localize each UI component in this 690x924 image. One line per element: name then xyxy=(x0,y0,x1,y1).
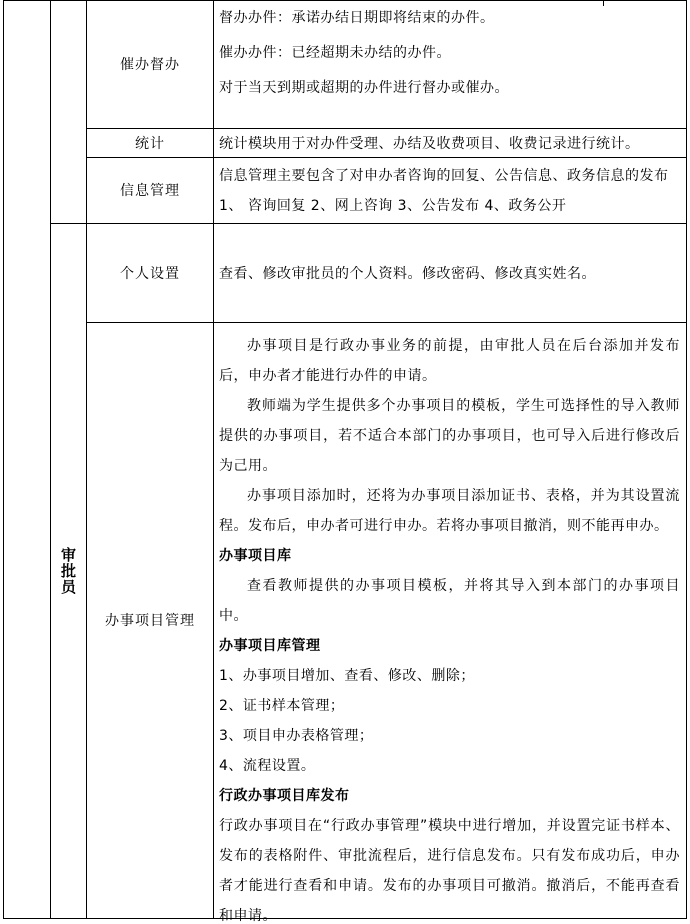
content-cell-urge-supervise xyxy=(214,1,686,127)
section-heading: 行政办事项目库发布 xyxy=(219,788,350,804)
paragraph: 教师端为学生提供多个办事项目的模板，学生可选择性的导入教师提供的办事项目，若不适合本部门的办事项目，也可导入后进行修改后为己用。 xyxy=(219,398,680,474)
label-cell-statistics xyxy=(87,129,213,156)
module-label: 信息管理 xyxy=(120,183,180,199)
list-item: 3、项目申办表格管理； xyxy=(219,728,374,744)
role-cell-approver xyxy=(51,224,86,918)
label-cell-personal-settings xyxy=(87,224,213,321)
table-border-left xyxy=(3,0,4,919)
table-border-right xyxy=(686,0,687,919)
section-heading: 办事项目库管理 xyxy=(219,638,321,654)
module-label: 催办督办 xyxy=(120,57,180,73)
content-cell-personal-settings xyxy=(214,224,686,321)
content-cell-info-management xyxy=(214,158,686,222)
label-cell-urge-supervise xyxy=(87,1,213,127)
paragraph: 对于当天到期或超期的办件进行督办或催办。 xyxy=(219,80,509,96)
module-label: 个人设置 xyxy=(120,265,180,282)
paragraph: 办事项目是行政办事业务的前提，由审批人员在后台添加并发布后，申办者才能进行办件的申请。 xyxy=(219,338,680,384)
paragraph: 信息管理主要包含了对申办者咨询的回复、公告信息、政务信息的发布 xyxy=(219,168,669,184)
module-label: 统计 xyxy=(135,135,165,152)
paragraph: 行政办事项目在“行政办事管理”模块中进行增加，并设置完证书样本、发布的表格附件、审批流程后，进行信息发布。只有发布成功后，申办者才能进行查看和申请。发布的办事项目可撤消。撤消后，不能再查看和申请。 xyxy=(219,818,680,924)
paragraph: 催办办件：已经超期未办结的办件。 xyxy=(219,45,451,61)
label-cell-info-management xyxy=(87,158,213,222)
module-label: 办事项目管理 xyxy=(105,613,195,629)
role-label: 审批员 xyxy=(60,546,76,596)
content-cell-statistics xyxy=(214,129,686,156)
list-item: 1、办事项目增加、查看、修改、删除； xyxy=(219,668,475,684)
paragraph: 查看教师提供的办事项目模板，并将其导入到本部门的办事项目中。 xyxy=(219,578,680,624)
content-cell-service-project-management xyxy=(214,323,686,924)
label-cell-service-project-management xyxy=(87,323,213,917)
section-heading: 办事项目库 xyxy=(219,548,292,564)
paragraph: 查看、修改审批员的个人资料。修改密码、修改真实姓名。 xyxy=(219,265,596,282)
list-item: 2、证书样本管理； xyxy=(219,698,345,714)
paragraph: 督办办件：承诺办结日期即将结束的办件。 xyxy=(219,10,495,26)
paragraph: 统计模块用于对办件受理、办结及收费项目、收费记录进行统计。 xyxy=(219,135,640,152)
paragraph: 办事项目添加时，还将为办事项目添加证书、表格，并为其设置流程。发布后，申办者可进行申办。若将办事项目撤消，则不能再申办。 xyxy=(219,488,680,534)
paragraph: 1、 咨询回复 2、网上咨询 3、公告发布 4、政务公开 xyxy=(219,198,567,214)
list-item: 4、流程设置。 xyxy=(219,758,316,774)
